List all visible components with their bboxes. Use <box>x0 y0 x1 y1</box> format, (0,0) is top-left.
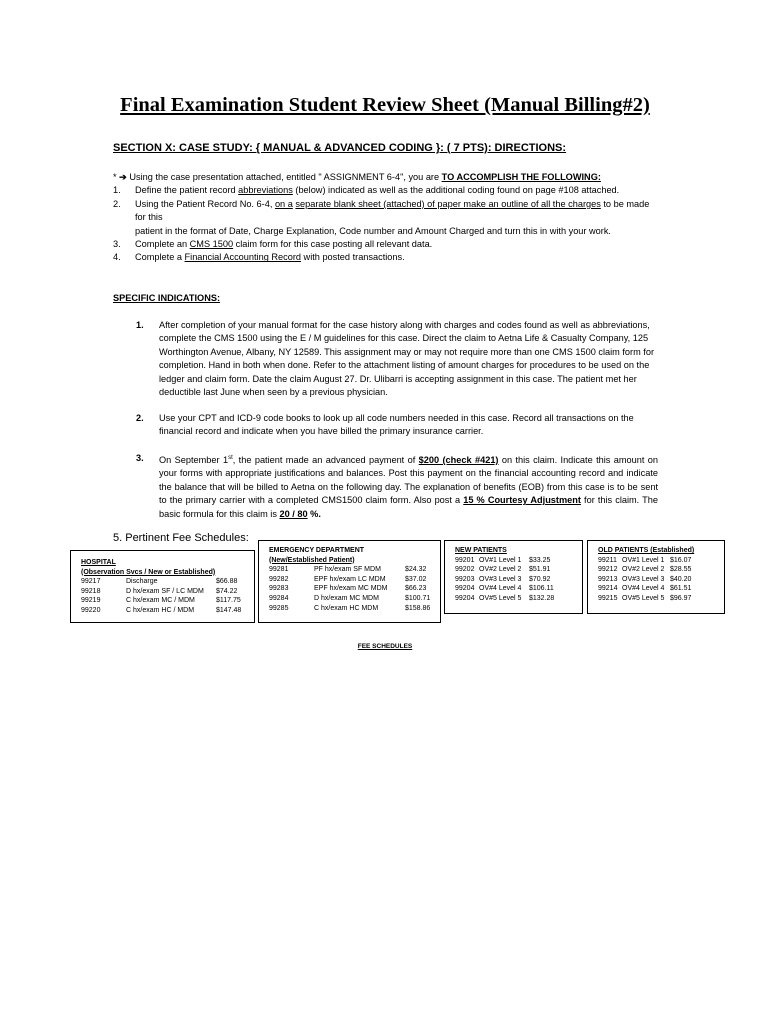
fee-box-subtitle: (New/Established Patient) <box>269 556 355 564</box>
specific-indications-heading: SPECIFIC INDICATIONS: <box>113 293 221 303</box>
fee-amount: $70.92 <box>529 575 551 583</box>
fee-row <box>455 565 554 575</box>
fee-table <box>269 565 430 613</box>
fee-amount: $96.97 <box>670 594 692 602</box>
fee-row <box>598 594 691 604</box>
item-text: to be made for this <box>135 198 650 223</box>
indication-1 <box>136 319 658 399</box>
directions-intro <box>113 171 659 184</box>
fee-code: 99285 <box>269 604 289 612</box>
fee-row <box>598 556 691 566</box>
fee-description: EPF hx/exam MC MDM <box>314 585 388 593</box>
ordinal-suffix: st <box>228 455 233 461</box>
item-text: Complete an <box>135 239 190 250</box>
fee-code: 99204 <box>455 594 475 602</box>
fee-code: 99212 <box>598 566 618 574</box>
fee-description: D hx/exam SF / LC MDM <box>126 587 204 595</box>
fee-amount: $51.91 <box>529 566 551 574</box>
fee-description: OV#1 Level 1 <box>479 556 522 564</box>
indication-text-part: on this claim. Indicate this amount on your forms with appropriate justifications and balances. Post this payment on the financial accounting record and indicate the balance that will be billed to Aetna on the following day. The explanation of benefits (EOB) from this case is to be sent to the primary carrier with a completed CMS1500 claim form. Also post a <box>159 455 659 506</box>
indication-number: 2. <box>136 413 144 423</box>
fee-row <box>269 584 430 594</box>
fee-amount: $100.71 <box>405 594 431 602</box>
document-title: Final Examination Student Review Sheet (Manual Billing#2) <box>120 94 650 116</box>
fee-description: OV#2 Level 2 <box>622 566 665 574</box>
fee-amount: $16.07 <box>670 556 692 564</box>
item-number: 1. <box>113 185 121 196</box>
item-text: Using the Patient Record No. 6-4, <box>135 198 275 209</box>
indication-text: Use your CPT and ICD-9 code books to look up all code numbers needed in this case. Record all transactions on the financial record and indicate when you have billed the primary insurance carrier. <box>159 413 634 437</box>
fee-amount: $66.88 <box>216 578 238 586</box>
fee-description: C hx/exam HC MDM <box>314 604 379 612</box>
fee-code: 99283 <box>269 585 289 593</box>
fee-description: OV#5 Level 5 <box>622 594 665 602</box>
fee-row <box>269 565 430 575</box>
fee-description: C hx/exam HC / MDM <box>126 606 195 614</box>
indication-text-part: for this claim. The basic formula for this claim is <box>159 495 658 519</box>
fee-description: OV#4 Level 4 <box>479 585 522 593</box>
fee-description: OV#4 Level 4 <box>622 585 665 593</box>
fee-row <box>455 594 554 604</box>
fee-row <box>455 556 554 566</box>
item-underlined: abbreviations <box>238 185 293 196</box>
indication-2 <box>136 412 658 439</box>
indication-number: 3. <box>136 453 144 463</box>
fee-description: OV#2 Level 2 <box>479 566 522 574</box>
fee-code: 99282 <box>269 575 289 583</box>
emergency-fee-box <box>258 540 441 623</box>
fee-description: OV#3 Level 3 <box>479 575 522 583</box>
old-patients-fee-box <box>587 540 725 614</box>
fee-box-title: NEW PATIENTS <box>455 547 507 554</box>
fee-amount: $37.02 <box>405 575 427 583</box>
fee-code: 99218 <box>81 587 101 595</box>
item-number: 2. <box>113 198 121 209</box>
intro-text: Using the case presentation attached, entitled " ASSIGNMENT 6-4", you are <box>126 172 442 182</box>
item-text: Define the patient record <box>135 185 239 196</box>
hospital-fee-box <box>70 550 255 623</box>
fee-row <box>455 575 554 585</box>
item-text: with posted transactions. <box>301 252 405 263</box>
fee-code: 99202 <box>455 566 475 574</box>
fee-amount: $24.32 <box>405 566 427 574</box>
item-text: (below) indicated as well as the additional coding found on page #108 attached. <box>292 185 620 196</box>
fee-amount: $40.20 <box>670 575 692 583</box>
indication-text-part: , the patient made an advanced payment of <box>232 455 419 466</box>
courtesy-adjustment: 15 % Courtesy Adjustment <box>463 495 581 506</box>
fee-code: 99217 <box>81 578 101 586</box>
directions-list <box>113 171 659 265</box>
intro-emphasis: TO ACCOMPLISH THE FOLLOWING: <box>441 172 601 182</box>
item-underlined: Financial Accounting Record <box>184 252 301 263</box>
fee-code: 99284 <box>269 594 289 602</box>
indication-text: After completion of your manual format for the case history along with charges and codes found as well as abbreviations, complete the CMS 1500 using the E / M guidelines for this case. Direct the claim to Aetna Life & Casualty Company, 125 Worthington Avenue, Albany, NY 12589. This assignment may or may not require more than one CMS 1500 claim form for completion. Hand in both when done. Refer to the attachment listing of amount charges for procedures to be used on the ledger and claim form. Date the claim August 27. Dr. Ulibarri is accepting assignment in this case. The patient met her deductible last June when seen by a previous physician. <box>159 320 655 398</box>
fee-description: PF hx/exam SF MDM <box>314 566 381 574</box>
fee-row <box>269 575 430 585</box>
item-underlined: separate blank sheet (attached) of paper make an outline of all the charges <box>295 198 601 209</box>
fee-row <box>598 584 691 594</box>
fee-code: 99219 <box>81 597 101 605</box>
fee-amount: $147.48 <box>216 606 242 614</box>
fee-description: D hx/exam MC MDM <box>314 594 379 602</box>
fee-amount: $66.23 <box>405 585 427 593</box>
fee-row <box>269 594 430 604</box>
direction-item-1 <box>113 184 659 197</box>
item-number: 4. <box>113 252 121 263</box>
indication-text-part: On September 1 <box>159 455 229 466</box>
bullet-marker: * <box>113 172 120 182</box>
direction-item-4 <box>113 251 659 264</box>
indication-3 <box>136 452 658 521</box>
fee-table <box>81 577 241 615</box>
indication-number: 1. <box>136 320 144 330</box>
fee-description: OV#3 Level 3 <box>622 575 665 583</box>
fee-row <box>269 604 430 614</box>
fee-amount: $74.22 <box>216 587 238 595</box>
fee-code: 99211 <box>598 556 617 564</box>
fee-code: 99220 <box>81 606 101 614</box>
indication-text <box>159 452 658 521</box>
payment-amount: $200 (check #421) <box>418 455 499 466</box>
fee-code: 99204 <box>455 585 475 593</box>
fee-amount: $61.51 <box>670 585 692 593</box>
fee-row <box>81 577 241 587</box>
fee-amount: $158.86 <box>405 604 431 612</box>
fee-schedules-heading: 5. Pertinent Fee Schedules: <box>113 532 249 544</box>
item-text-continued: patient in the format of Date, Charge Explanation, Code number and Amount Charged and turn this in with your work. <box>135 225 611 236</box>
fee-schedules-caption: FEE SCHEDULES <box>357 643 413 650</box>
right-arrow-icon: ➔ <box>119 172 127 182</box>
fee-code: 99281 <box>269 566 289 574</box>
fee-description: OV#1 Level 1 <box>622 556 665 564</box>
formula-percent: %. <box>307 508 321 519</box>
fee-box-title: HOSPITAL <box>81 559 116 566</box>
fee-amount: $117.75 <box>216 597 241 605</box>
fee-description: OV#5 Level 5 <box>479 594 522 602</box>
item-underlined: on a <box>274 198 293 209</box>
item-text: Complete a <box>135 252 185 263</box>
section-heading <box>113 142 566 154</box>
item-underlined: CMS 1500 <box>189 239 234 250</box>
fee-code: 99215 <box>598 594 618 602</box>
fee-row <box>81 596 241 606</box>
fee-amount: $33.25 <box>529 556 551 564</box>
fee-row <box>598 565 691 575</box>
fee-amount: $28.55 <box>670 566 692 574</box>
fee-row <box>455 584 554 594</box>
fee-amount: $132.28 <box>529 594 555 602</box>
fee-table <box>598 556 691 604</box>
fee-table <box>455 556 554 604</box>
fee-row <box>81 587 241 597</box>
fee-box-title: EMERGENCY DEPARTMENT <box>269 547 365 554</box>
fee-description: EPF hx/exam LC MDM <box>314 575 386 583</box>
fee-box-title: OLD PATIENTS (Established) <box>598 547 695 554</box>
fee-code: 99213 <box>598 575 618 583</box>
direction-item-3 <box>113 238 659 251</box>
fee-code: 99203 <box>455 575 475 583</box>
fee-code: 99214 <box>598 585 618 593</box>
fee-description: Discharge <box>126 578 158 586</box>
fee-description: C hx/exam MC / MDM <box>126 597 195 605</box>
direction-item-2 <box>113 198 659 238</box>
fee-box-subtitle: (Observation Svcs / New or Established) <box>81 568 216 576</box>
fee-code: 99201 <box>455 556 475 564</box>
section-heading-text: SECTION X: CASE STUDY: { MANUAL & ADVANCED CODING }: ( 7 PTS): DIRECTIONS: <box>113 142 567 154</box>
billing-formula: 20 / 80 <box>279 508 308 519</box>
fee-amount: $106.11 <box>529 585 554 593</box>
item-number: 3. <box>113 239 121 250</box>
new-patients-fee-box <box>444 540 583 614</box>
item-text: claim form for this case posting all relevant data. <box>233 239 433 250</box>
fee-row <box>81 606 241 616</box>
fee-row <box>598 575 691 585</box>
